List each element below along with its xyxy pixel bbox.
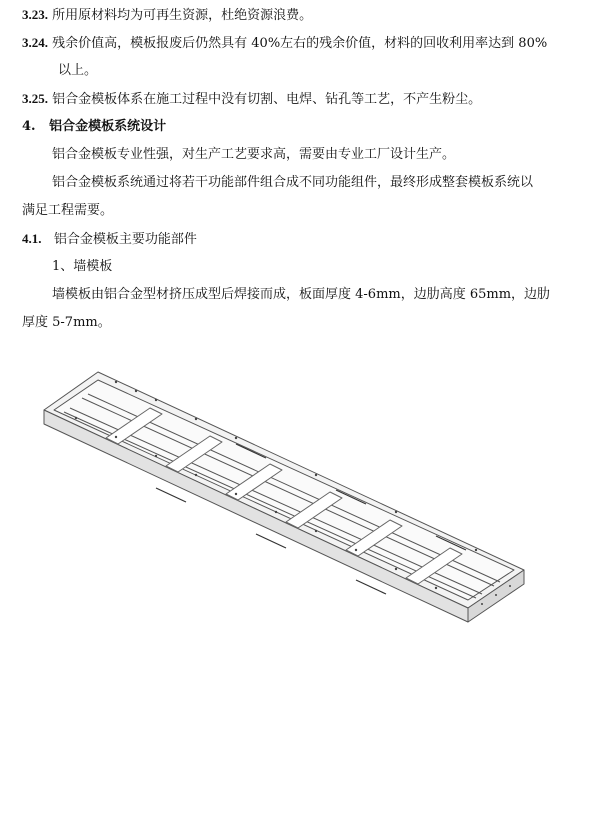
item-number: 3.24. (22, 35, 48, 50)
list-item-wall-formwork: 1、墙模板 (52, 259, 113, 274)
item-3-24 (22, 34, 547, 53)
paragraph-2: 铝合金模板系统通过将若干功能部件组合成不同功能组件，最终形成整套模板系统以 (52, 175, 534, 190)
item-number: 3.25. (22, 91, 48, 106)
subsection-heading-4-1: 4.1. 铝合金模板主要功能部件 (22, 231, 197, 247)
description-line-1: 墙模板由铝合金型材挤压成型后焊接而成，板面厚度 4-6mm，边肋高度 65mm，边肋 (52, 287, 551, 302)
description-line-2: 厚度 5-7mm。 (22, 315, 111, 330)
item-3-23 (22, 6, 312, 25)
item-text: 所用原材料均为可再生资源，杜绝资源浪费。 (52, 8, 313, 23)
wall-formwork-illustration (36, 360, 536, 630)
item-3-25 (22, 90, 481, 109)
paragraph-2-continued: 满足工程需要。 (22, 203, 114, 218)
item-3-24-continued: 以上。 (58, 63, 98, 78)
item-text: 残余价值高，模板报废后仍然具有 40%左右的残余价值，材料的回收利用率达到 80% (52, 36, 548, 51)
paragraph-1: 铝合金模板专业性强，对生产工艺要求高，需要由专业工厂设计生产。 (52, 147, 456, 162)
item-text: 铝合金模板体系在施工过程中没有切割、电焊、钻孔等工艺，不产生粉尘。 (52, 92, 482, 107)
section-heading-4: 4. 铝合金模板系统设计 (22, 119, 167, 134)
item-number: 3.23. (22, 7, 48, 22)
